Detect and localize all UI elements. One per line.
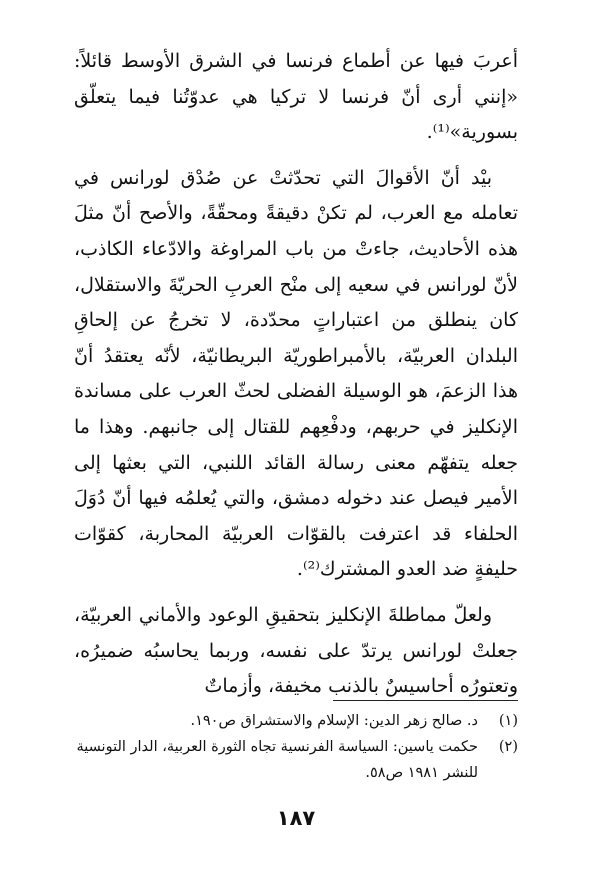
footnote-text: حكمت ياسين: السياسة الفرنسية تجاه الثورة العربية، الدار التونسية للنشر ١٩٨١ ص٥٨. — [76, 739, 478, 781]
text-line: عن إلحاقِ البلدان العربيّة، بالأمبراطوريّة البريطانيّة، لأنّه — [74, 309, 519, 367]
text-line: العربيّة، جعلتْ لورانس يرتدّ على نفسه، وربما يحاسبُه — [74, 603, 518, 662]
text-line: ولعلّ مماطلةَ الإنكليز بتحقيقِ الوعود والأماني — [132, 603, 492, 626]
footnote-separator — [333, 700, 518, 701]
footnote-1 — [74, 708, 518, 734]
text-line: التي بعثها إلى الأمير فيصل عند دخوله دمشق، والتي — [74, 451, 518, 510]
text-line: بيْد أنّ الأقوالَ التي تحدّثتْ عن صُدْق لورانس في — [74, 166, 492, 189]
text-line: الكاذب، لأنّ لورانس في سعيه إلى منْح العربِ الحريّةَ — [74, 237, 518, 296]
text-line: أعربَ فيها عن أطماع فرنسا في الشرق الأوسط قائلاً: «إنني — [74, 50, 518, 108]
paragraph-1 — [74, 44, 518, 151]
text-line: على مساندة الإنكليز في حربهم، ودفْعِهم للقتال إلى — [74, 380, 518, 438]
paragraph-3 — [74, 598, 518, 705]
text-line: أرى أنّ فرنسا لا تركيا هي عدوّتُنا فيما يتعلّق بسورية»⁽¹⁾. — [74, 85, 518, 144]
page-number: ١٨٧ — [276, 806, 316, 830]
text-line: تعامله مع العرب، لم تكنْ دقيقةً ومحقّةً، والأصح أنّ — [104, 202, 518, 225]
footnote-text: د. صالح زهر الدين: الإسلام والاستشراق ص١٩٠. — [190, 713, 478, 729]
main-text — [74, 44, 518, 705]
text-line: جانبهم. وهذا ما جعله يتفهّم معنى رسالة القائد اللنبي، — [74, 415, 518, 474]
text-line: يُعلمُه فيها أنّ دُوَلَ الحلفاء قد اعترفت بالقوّات العربيّة — [74, 487, 518, 545]
text-line: مثلَ هذه الأحاديث، جاءتْ من باب المراوغة والادّعاء — [74, 202, 518, 260]
text-line: يعتقدُ أنّ هذا الزعمَ، هو الوسيلة الفضلى لحثّ العرب — [74, 344, 518, 403]
footnotes — [74, 708, 518, 786]
text-line: ضميرُه، وتعتورُه أحاسيسٌ بالذنب مخيفة، وأزماتٌ — [74, 639, 518, 698]
text-line: والاستقلال، كان ينطلق من اعتباراتٍ محدّدة، لا تخرجُ — [74, 273, 519, 332]
text-line: المحاربة، كقوّات حليفةٍ ضد العدو المشترك⁽²⁾. — [74, 522, 518, 581]
footnote-number: (٢) — [498, 739, 518, 755]
footnote-2 — [74, 734, 518, 786]
paragraph-2 — [74, 161, 518, 588]
footnote-number: (١) — [498, 713, 518, 729]
